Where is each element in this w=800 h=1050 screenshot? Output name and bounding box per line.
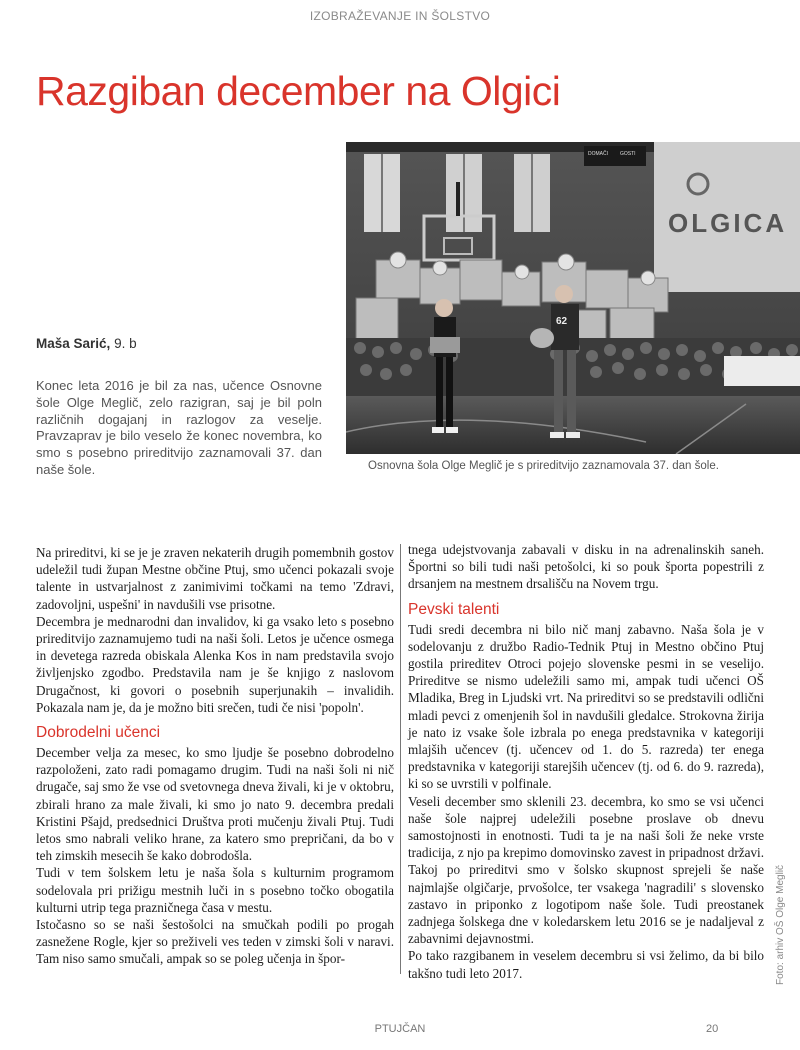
subheading-singing: Pevski talenti — [408, 600, 500, 618]
subheading-charity: Dobrodelni učenci — [36, 724, 161, 742]
author-class: 9. b — [114, 336, 137, 351]
body-column-right — [408, 541, 764, 982]
paragraph: Istočasno so se naši šestošolci na smučkah podili po progah zasnežene Rogle, kjer so preživeli ves teden v zimski šoli v naravi. Tam niso samo smučali, ampak so se poleg učenja in špor- — [36, 917, 394, 967]
paragraph: Po tako razgibanem in veselem decembru si vsi želimo, da bi bilo takšno tudi leto 2017. — [408, 948, 764, 981]
article-title: Razgiban december na Olgici — [36, 68, 561, 114]
paragraph: Tudi sredi decembra ni bilo nič manj zabavno. Naša šola je v sodelovanju z družbo Radio-Tednik Ptuj in Mestno občino Ptuj gostila prireditev Otroci pojejo slovenske pesmi in se veselijo. Prireditve se nismo udeležili samo mi, ampak tudi učenci OŠ Mladika, Breg in Ljudski vrt. Na prireditvi so se predstavili odlični mladi pevci z omenjenih šol in navdušili gledalce. Strokovna žirija je nato iz vsake šole izbrala po enega predstavnika v kategoriji mlajših učencev (tj. učencev od 1. do 5. razreda) ter enega predstavnika v kategoriji starejših učencev (tj. od 6. do 9. razreda), ki so se uvrstili v polfinale. — [408, 621, 764, 792]
body-column-left — [36, 544, 394, 968]
paragraph: Na prireditvi, ki se je je zraven nekaterih drugih pomembnih gostov udeležil tudi župan Mestne občine Ptuj, smo učenci pokazali svoje talente in ustvarjalnost z zanimivimi točkami na temo 'Zdravi, zadovoljni, uspešni' in navdušili vse prisotne. — [36, 545, 394, 612]
shirt-number: 62 — [556, 316, 568, 327]
byline — [36, 336, 137, 351]
paragraph: tnega udejstvovanja zabavali v disku in na adrenalinskih saneh. Športni so bili tudi naši petošolci, ki so pouk športa popestrili z drsanjem na mestnem drsališču na Novem trgu. — [408, 542, 764, 592]
paragraph: Veseli december smo sklenili 23. decembra, ko smo se vsi učenci naše šole najprej udeležili posebne proslave ob dnevu samostojnosti in enotnosti. Tudi ta je na naši šoli že neke vrste tradicija, z njo pa krepimo domovinsko zavest in pripadnost državi. Takoj po prireditvi smo v šolsko skupnost sprejeli še naše najmlajše olgičarje, prvošolce, ter vsakega 'nagradili' s slovensko zastavo in priponko z logotipom naše šole. Tudi preostanek zadnjega šolskega dne v koledarskem letu 2016 se je nadaljeval z zabavnimi dejavnostmi. — [408, 793, 764, 947]
author-name: Maša Sarić, — [36, 336, 111, 351]
paragraph: Decembra je mednarodni dan invalidov, ki ga vsako leto s posebno prireditvijo zaznamujemo tudi na naši šoli. Letos je učence osmega in devetega razreda obiskala Alenka Kos in nam predstavila svojo življenjsko zgodbo. Predstavila nam je še knjigo z naslovom Drugačnost, ki govori o posebnih superjunakih – invalidih. Pokazala nam je, da je možno biti srečen, tudi če nisi 'popoln'. — [36, 613, 394, 715]
lead-paragraph: Konec leta 2016 je bil za nas, učence Osnovne šole Olge Meglič, zelo razigran, saj je bil poln različnih dogajanj in razlogov za veselje. Pravzaprav je bilo veselo že konec novembra, ko smo s posebno prireditvijo zaznamovali 37. dan naše šole. — [36, 378, 322, 477]
scoreboard-guest-label: GOSTI — [620, 151, 636, 157]
paragraph: Tudi v tem šolskem letu je naša šola s kulturnim programom sodelovala pri prižigu mestnih luči in s posebno točko obogatila kulturni utrip tega prazničnega časa v mestu. — [36, 865, 394, 915]
section-label: IZOBRAŽEVANJE IN ŠOLSTVO — [309, 9, 491, 23]
photo-caption: Osnovna šola Olge Meglič je s prireditvijo zaznamovala 37. dan šole. — [368, 460, 719, 472]
scoreboard-home-label: DOMAČI — [588, 151, 608, 157]
article-photo — [346, 142, 800, 454]
column-divider — [400, 544, 401, 974]
photo-illustration — [346, 142, 800, 454]
photo-banner-text: OLGICA — [668, 208, 788, 238]
paragraph: December velja za mesec, ko smo ljudje še posebno dobrodelno razpoloženi, zato radi pomagamo drugim. Tudi na naši šoli ni nič drugače, saj smo že vse od svetovnega dneva živali, ki je v oktobru, zbirali hrano za male živali, ki smo jo nato 9. decembra predali Kristini Pšajd, predsednici Društva proti mučenju živali Ptuj. Tudi letos smo nabrali veliko hrane, za katero smo prepričani, da bo v teh zimskih mesecih še kako dobrodošla. — [36, 745, 394, 864]
page-number: 20 — [706, 1023, 719, 1035]
footer-publication: PTUJČAN — [374, 1023, 426, 1035]
photo-credit: Foto: arhiv OŠ Olge Meglič — [775, 864, 786, 985]
